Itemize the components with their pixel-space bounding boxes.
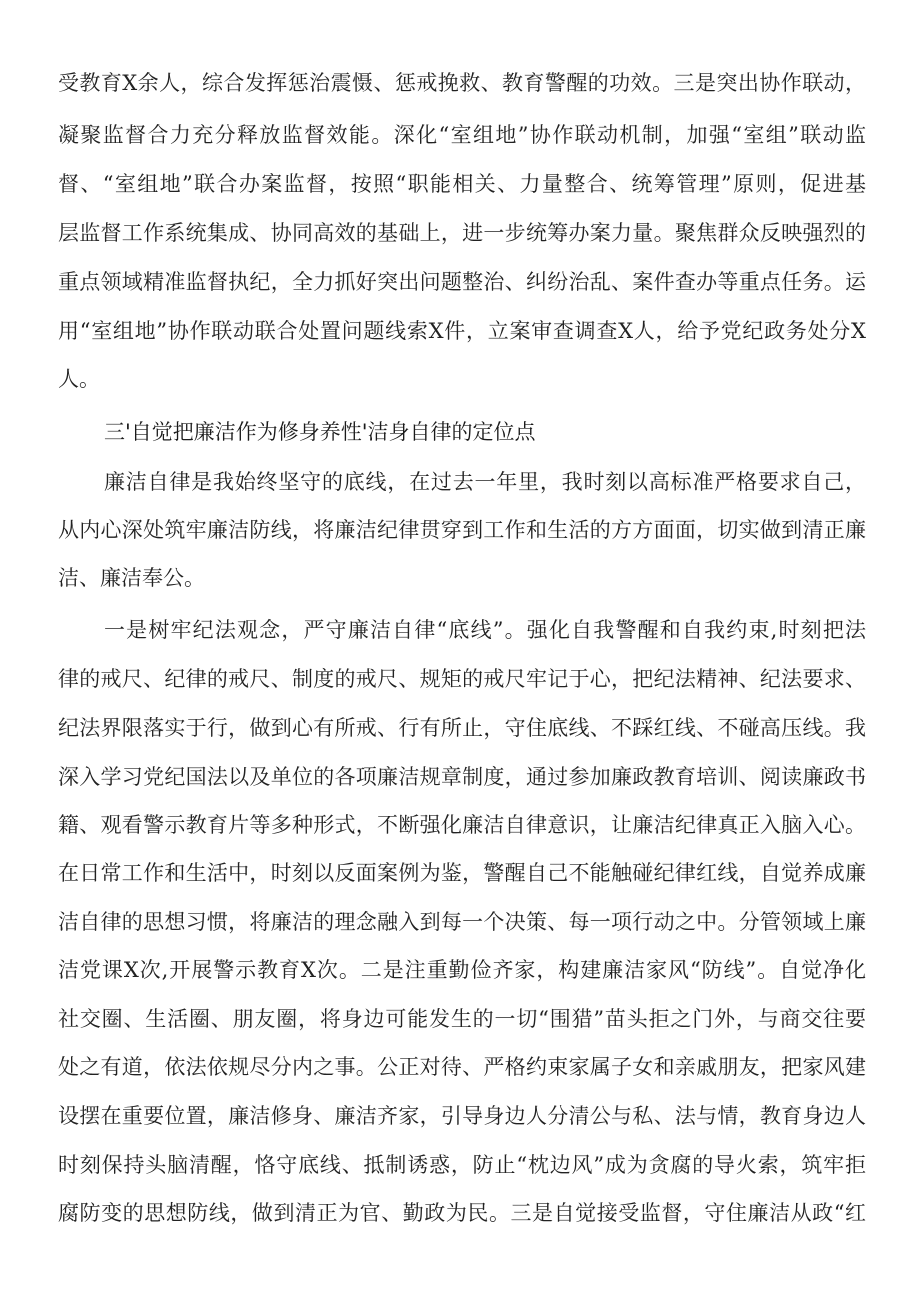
paragraph-2-line-2: 从内心深处筑牢廉洁防线，将廉洁纪律贯穿到工作和生活的方方面面，切实做到清正廉 xyxy=(58,518,866,542)
paragraph-1-line-4: 层监督工作系统集成、协同高效的基础上，进一步统筹办案力量。聚焦群众反映强烈的 xyxy=(58,221,866,245)
paragraph-3-line-8: 洁党课X次,开展警示教育X次。二是注重勤俭齐家，构建廉洁家风“防线”。自觉净化 xyxy=(58,958,866,982)
paragraph-3-line-1: 一是树牢纪法观念，严守廉洁自律“底线”。强化自我警醒和自我约束,时刻把法 xyxy=(104,618,866,642)
paragraph-1-line-1: 受教育X余人，综合发挥惩治震慑、惩戒挽救、教育警醒的功效。三是突出协作联动， xyxy=(58,71,866,95)
paragraph-1-line-3: 督、“室组地”联合办案监督，按照“职能相关、力量整合、统筹管理”原则，促进基 xyxy=(58,172,866,196)
paragraph-3-line-11: 设摆在重要位置，廉洁修身、廉洁齐家，引导身边人分清公与私、法与情，教育身边人 xyxy=(58,1104,866,1128)
paragraph-2-line-1: 廉洁自律是我始终坚守的底线，在过去一年里，我时刻以高标准严格要求自己， xyxy=(104,470,866,494)
paragraph-3-line-2: 律的戒尺、纪律的戒尺、制度的戒尺、规矩的戒尺牢记于心，把纪法精神、纪法要求、 xyxy=(58,667,866,691)
section-heading: 三'自觉把廉洁作为修身养性'洁身自律的定位点 xyxy=(104,420,536,444)
paragraph-3-line-5: 籍、观看警示教育片等多种形式，不断强化廉洁自律意识，让廉洁纪律真正入脑入心。 xyxy=(58,813,866,837)
paragraph-3-line-7: 洁自律的思想习惯，将廉洁的理念融入到每一个决策、每一项行动之中。分管领域上廉 xyxy=(58,910,866,934)
paragraph-3-line-10: 处之有道，依法依规尽分内之事。公正对待、严格约束家属子女和亲戚朋友，把家风建 xyxy=(58,1055,866,1079)
paragraph-1-line-6: 用“室组地”协作联动联合处置问题线索X件，立案审查调查X人，给予党纪政务处分X xyxy=(58,319,866,343)
paragraph-3-line-4: 深入学习党纪国法以及单位的各项廉洁规章制度，通过参加廉政教育培训、阅读廉政书 xyxy=(58,765,866,789)
paragraph-3-line-12: 时刻保持头脑清醒，恪守底线、抵制诱惑，防止“枕边风”成为贪腐的导火索，筑牢拒 xyxy=(58,1153,866,1177)
paragraph-3-line-13: 腐防变的思想防线，做到清正为官、勤政为民。三是自觉接受监督，守住廉洁从政“红 xyxy=(58,1201,866,1225)
paragraph-1-line-2: 凝聚监督合力充分释放监督效能。深化“室组地”协作联动机制，加强“室组”联动监 xyxy=(58,123,866,147)
paragraph-3-line-9: 社交圈、生活圈、朋友圈，将身边可能发生的一切“围猎”苗头拒之门外，与商交往要 xyxy=(58,1007,866,1031)
paragraph-3-line-3: 纪法界限落实于行，做到心有所戒、行有所止，守住底线、不踩红线、不碰高压线。我 xyxy=(58,716,866,740)
paragraph-1-line-7: 人。 xyxy=(58,367,100,391)
paragraph-1-line-5: 重点领域精准监督执纪，全力抓好突出问题整治、纠纷治乱、案件查办等重点任务。运 xyxy=(58,270,866,294)
paragraph-2-line-3: 洁、廉洁奉公。 xyxy=(58,566,205,590)
paragraph-3-line-6: 在日常工作和生活中，时刻以反面案例为鉴，警醒自己不能触碰纪律红线，自觉养成廉 xyxy=(58,861,866,885)
